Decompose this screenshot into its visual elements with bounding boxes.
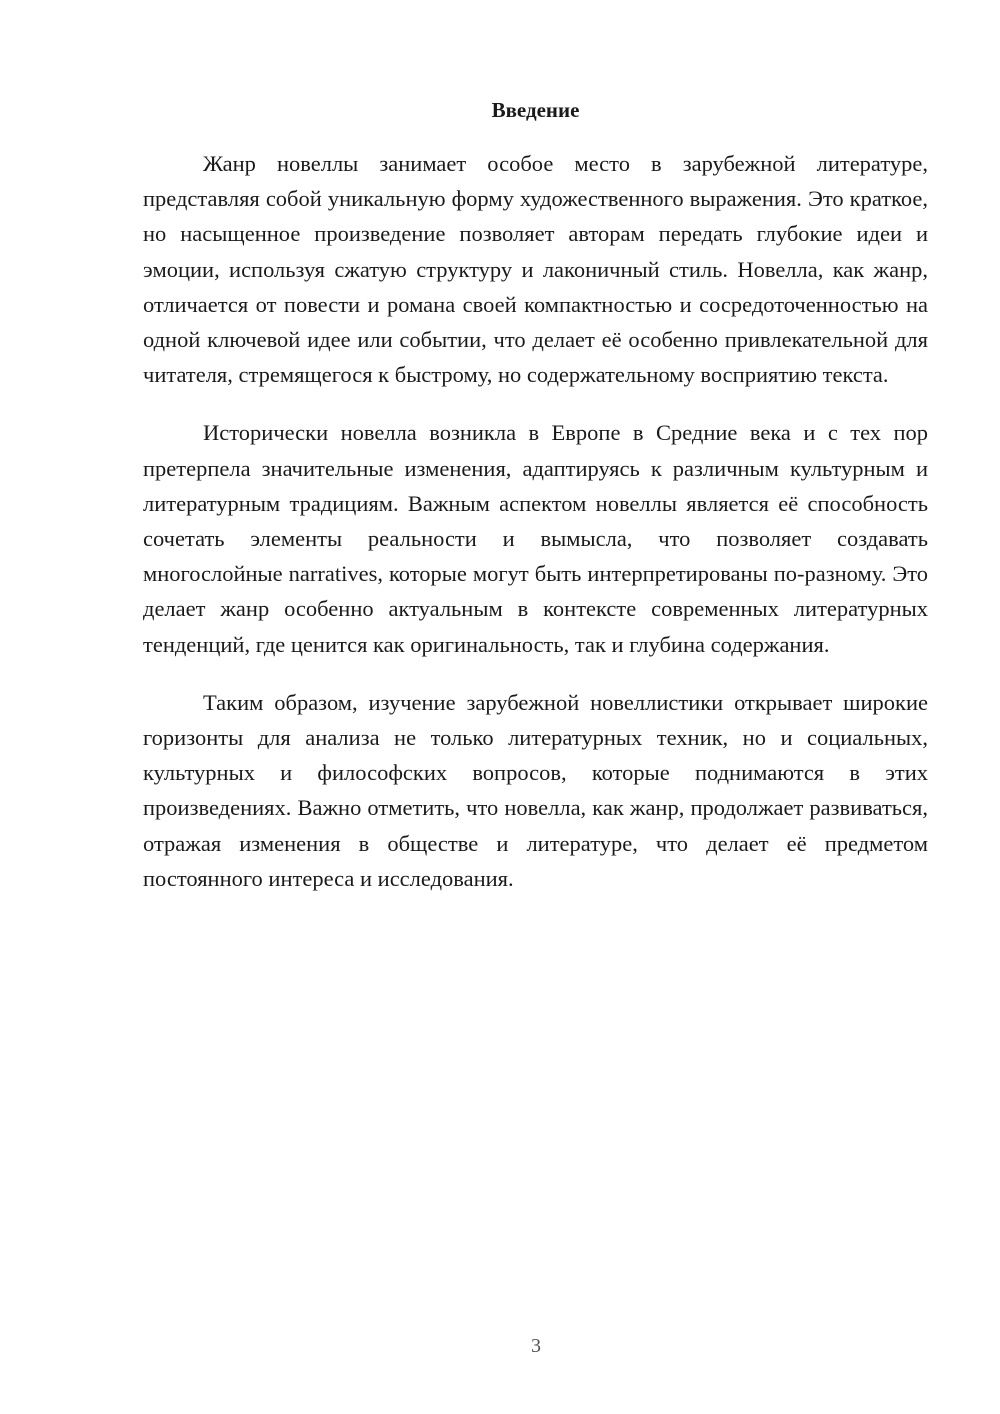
page-number: 3 — [531, 1335, 541, 1357]
paragraph-3: Таким образом, изучение зарубежной новеллистики открывает широкие горизонты для анализа не только литературных техник, но и социальных, культурных и философских вопросов, которые поднимаются в этих произведениях. Важно отметить, что новелла, как жанр, продолжает развиваться, отражая изменения в обществе и литературе, что делает её предметом постоянного интереса и исследования. — [143, 689, 928, 891]
page-content — [143, 94, 928, 919]
paragraph-2: Исторически новелла возникла в Европе в Средние века и с тех пор претерпела значительные изменения, адаптируясь к различным культурным и литературным традициям. Важным аспектом новеллы является её способность сочетать элементы реальности и вымысла, что позволяет создавать многослойные narratives, которые могут быть интерпретированы по-разному. Это делает жанр особенно актуальным в контексте современных литературных тенденций, где ценится как оригинальность, так и глубина содержания. — [143, 420, 928, 657]
paragraph-1: Жанр новеллы занимает особое место в зарубежной литературе, представляя собой уникальную форму художественного выражения. Это краткое, но насыщенное произведение позволяет авторам передать глубокие идеи и эмоции, используя сжатую структуру и лаконичный стиль. Новелла, как жанр, отличается от повести и романа своей компактностью и сосредоточенностью на одной ключевой идее или событии, что делает её особенно привлекательной для читателя, стремящегося к быстрому, но содержательному восприятию текста. — [143, 151, 928, 388]
section-heading: Введение — [491, 98, 580, 122]
